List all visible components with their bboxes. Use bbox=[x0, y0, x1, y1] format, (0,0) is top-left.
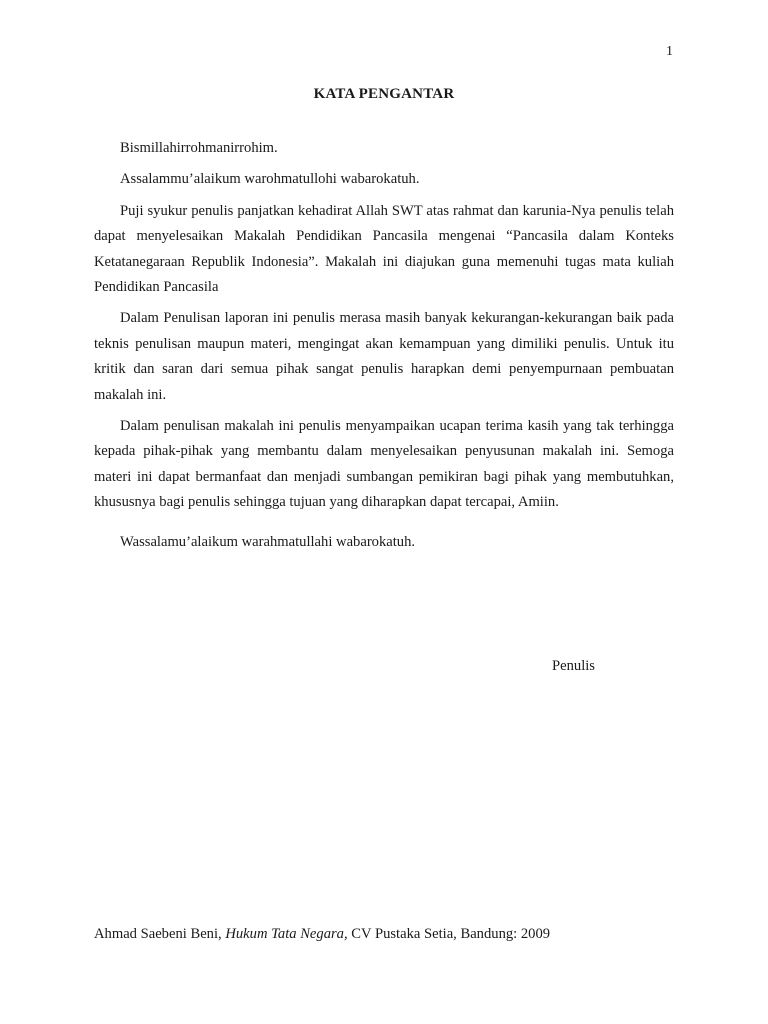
reference-publisher: CV Pustaka Setia, Bandung: 2009 bbox=[347, 926, 551, 942]
opening-basmalah: Bismillahirrohmanirrohim. bbox=[120, 140, 278, 156]
paragraph-shortcomings: Dalam Penulisan laporan ini penulis merasa masih banyak kekurangan-kekurangan baik pada teknis penulisan maupun materi, mengingat akan kemampuan yang dimiliki penulis. Untuk itu kritik dan saran dari semua pihak sangat penulis harapkan demi penyempurnaan pembuatan makalah ini. bbox=[94, 310, 674, 403]
reference-citation bbox=[94, 926, 550, 943]
signature-author: Penulis bbox=[552, 658, 595, 674]
page-title: KATA PENGANTAR bbox=[313, 86, 455, 102]
paragraph-gratitude: Puji syukur penulis panjatkan kehadirat Allah SWT atas rahmat dan karunia-Nya penulis telah dapat menyelesaikan Makalah Pendidikan Pancasila mengenai “Pancasila dalam Konteks Ketatanegaraan Republik Indonesia”. Makalah ini diajukan guna memenuhi tugas mata kuliah Pendidikan Pancasila bbox=[94, 202, 674, 296]
opening-greeting: Assalammu’alaikum warohmatullohi wabarokatuh. bbox=[120, 171, 420, 188]
paragraph-thanks: Dalam penulisan makalah ini penulis menyampaikan ucapan terima kasih yang tak terhingga kepada pihak-pihak yang membantu dalam menyelesaikan penyusunan makalah ini. Semoga materi ini dapat bermanfaat dan menjadi sumbangan pemikiran bagi pihak yang membutuhkan, khususnya bagi penulis sehingga tujuan yang diharapkan dapat tercapai, Amiin. bbox=[94, 418, 674, 511]
page-number: 1 bbox=[666, 44, 673, 59]
reference-book-title: Hukum Tata Negara, bbox=[225, 926, 348, 942]
document-body bbox=[94, 136, 674, 561]
closing-greeting: Wassalamu’alaikum warahmatullahi wabarokatuh. bbox=[120, 533, 416, 550]
reference-author: Ahmad Saebeni Beni, bbox=[94, 926, 226, 942]
